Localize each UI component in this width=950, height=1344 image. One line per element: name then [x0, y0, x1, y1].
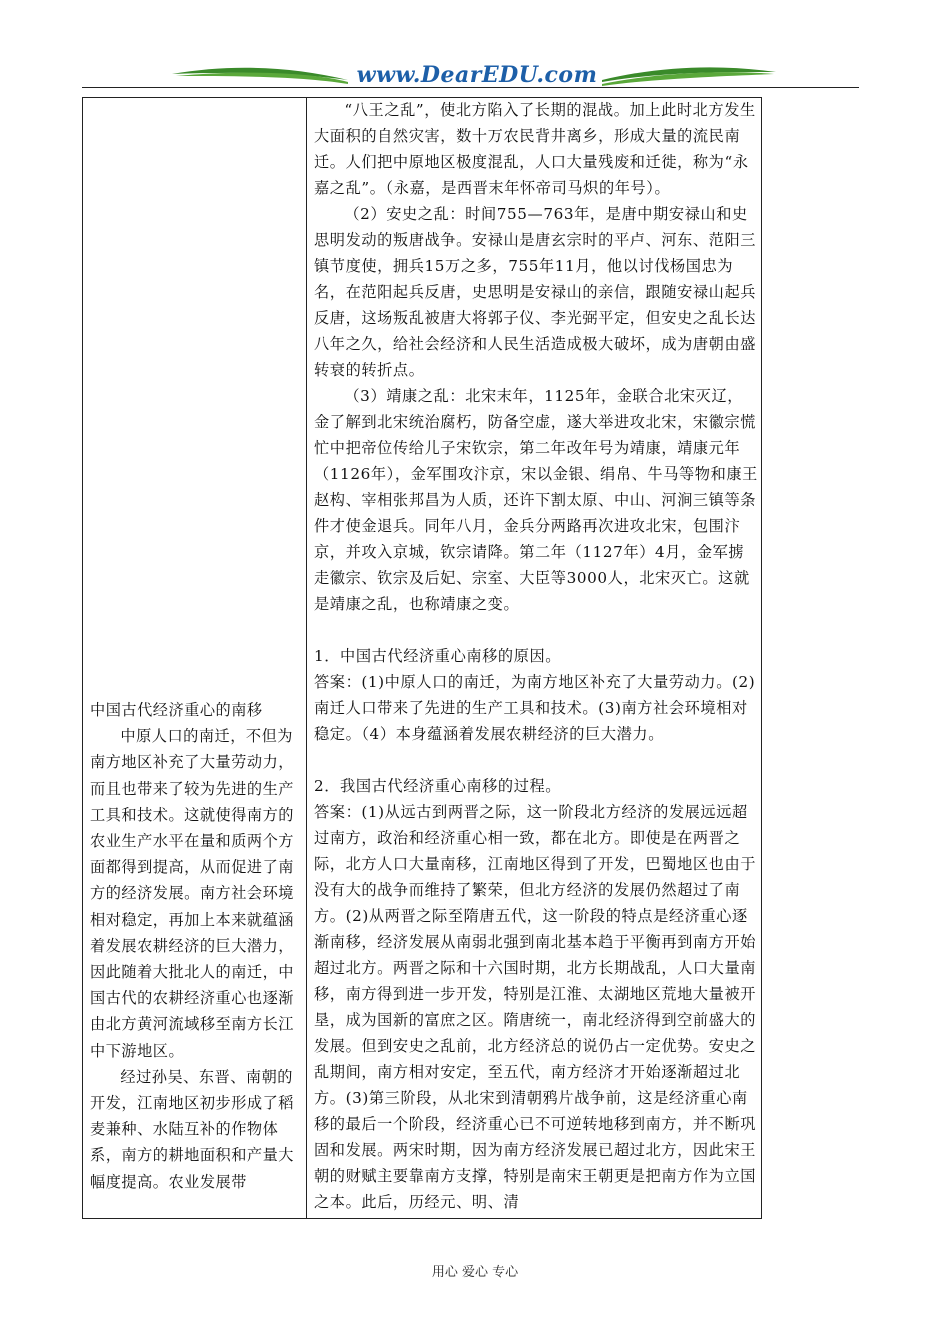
left-swoosh-tail-icon: [176, 73, 348, 84]
left-paragraph-2: 经过孙吴、东晋、南朝的开发，江南地区初步形成了稻麦兼种、水陆互补的作物体系，南方的耕地面积和产量大幅度提高。农业发展带: [90, 1067, 294, 1191]
answer-2: 答案：(1)从远古到两晋之际，这一阶段北方经济的发展远远超过南方，政治和经济重心相一致，都在北方。即使是在两晋之际，北方人口大量南移，江南地区得到了开发，巴蜀地区也由于没有大的战争而维持了繁荣，但北方经济的发展仍然超过了南方。(2)从两晋之际至隋唐五代，这一阶段的特点是经济重心逐渐南移，经济发展从南弱北强到南北基本趋于平衡再到南方开始超过北方。两晋之际和十六国时期，北方长期战乱，人口大量南移，南方得到进一步开发，特别是江淮、太湖地区荒地大量被开垦，成为国新的富庶之区。隋唐统一，南北经济得到空前盛大的发展。但到安史之乱前，北方经济总的说仍占一定优势。安史之乱期间，南方相对安定，至五代，南方经济才开始逐渐超过北方。(3)第三阶段，从北宋到清朝鸦片战争前，这是经济重心南移的最后一个阶段，经济重心已不可逆转地移到南方，并不断巩固和发展。两宋时期，因为南方经济发展已超过北方，因此宋王朝的财赋主要靠南方支撑，特别是南宋王朝更是把南方作为立国之本。此后，历经元、明、清: [314, 803, 757, 1211]
header-rule: [82, 87, 859, 88]
left-section-title: 中国古代经济重心的南移: [90, 701, 263, 719]
spacer: [314, 747, 758, 773]
left-paragraph-1: 中原人口的南迁，不但为南方地区补充了大量劳动力，而且也带来了较为先进的生产工具和技术。这就使得南方的农业生产水平在量和质两个方面都得到提高，从而促进了南方的经济发展。南方社会环境相对稳定，再加上本来就蕴涵着发展农耕经济的巨大潜力，因此随着大批北人的南迁，中国古代的农耕经济重心也逐渐由北方黄河流域移至南方长江中下游地区。: [90, 727, 294, 1060]
question-1: 1．中国古代经济重心南移的原因。: [314, 647, 562, 665]
column-divider: [306, 97, 307, 1219]
right-paragraph-jingkang: （3）靖康之乱：北宋末年，1125年，金联合北宋灭辽，金了解到北宋统治腐朽，防备空虚，遂大举进攻北宋，宋徽宗慌忙中把帝位传给儿子宋钦宗，第二年改年号为靖康，靖康元年（1126年），金军围攻汴京，宋以金银、绢帛、牛马等物和康王赵构、宰相张邦昌为人质，还许下割太原、中山、河涧三镇等条件才使金退兵。同年八月，金兵分两路再次进攻北宋，包围汴京，并攻入京城，钦宗请降。第二年（1127年）4月，金军掳走徽宗、钦宗及后妃、宗室、大臣等3000人，北宋灭亡。这就是靖康之乱，也称靖康之变。: [314, 387, 758, 613]
left-column: [90, 697, 300, 1195]
right-column: [314, 97, 758, 1215]
right-paragraph-anshi: （2）安史之乱：时间755—763年，是唐中期安禄山和史思明发动的叛唐战争。安禄山是唐玄宗时的平卢、河东、范阳三镇节度使，拥兵15万之多，755年11月，他以讨伐杨国忠为名，在范阳起兵反唐，史思明是安禄山的亲信，跟随安禄山起兵反唐，这场叛乱被唐大将郭子仪、李光弼平定，但安史之乱长达八年之久，给社会经济和人民生活造成极大破坏，成为唐朝由盛转衰的转折点。: [314, 205, 757, 379]
question-2: 2．我国古代经济重心南移的过程。: [314, 777, 562, 795]
right-paragraph-eight-kings: “八王之乱”，使北方陷入了长期的混战。加上此时北方发生大面积的自然灾害，数十万农民背井离乡，形成大量的流民南迁。人们把中原地区极度混乱，人口大量残废和迁徙，称为“永嘉之乱”。（永嘉，是西晋末年怀帝司马炽的年号）。: [314, 101, 756, 197]
answer-1: 答案：(1)中原人口的南迁，为南方地区补充了大量劳动力。(2)南迁人口带来了先进的生产工具和技术。(3)南方社会环境相对稳定。（4）本身蕴涵着发展农耕经济的巨大潜力。: [314, 673, 756, 743]
right-swoosh-tail-icon: [602, 72, 774, 86]
site-logo-text[interactable]: www.DearEDU.com: [356, 62, 598, 88]
spacer: [314, 617, 758, 643]
page-footer: 用心 爱心 专心: [431, 1265, 519, 1280]
